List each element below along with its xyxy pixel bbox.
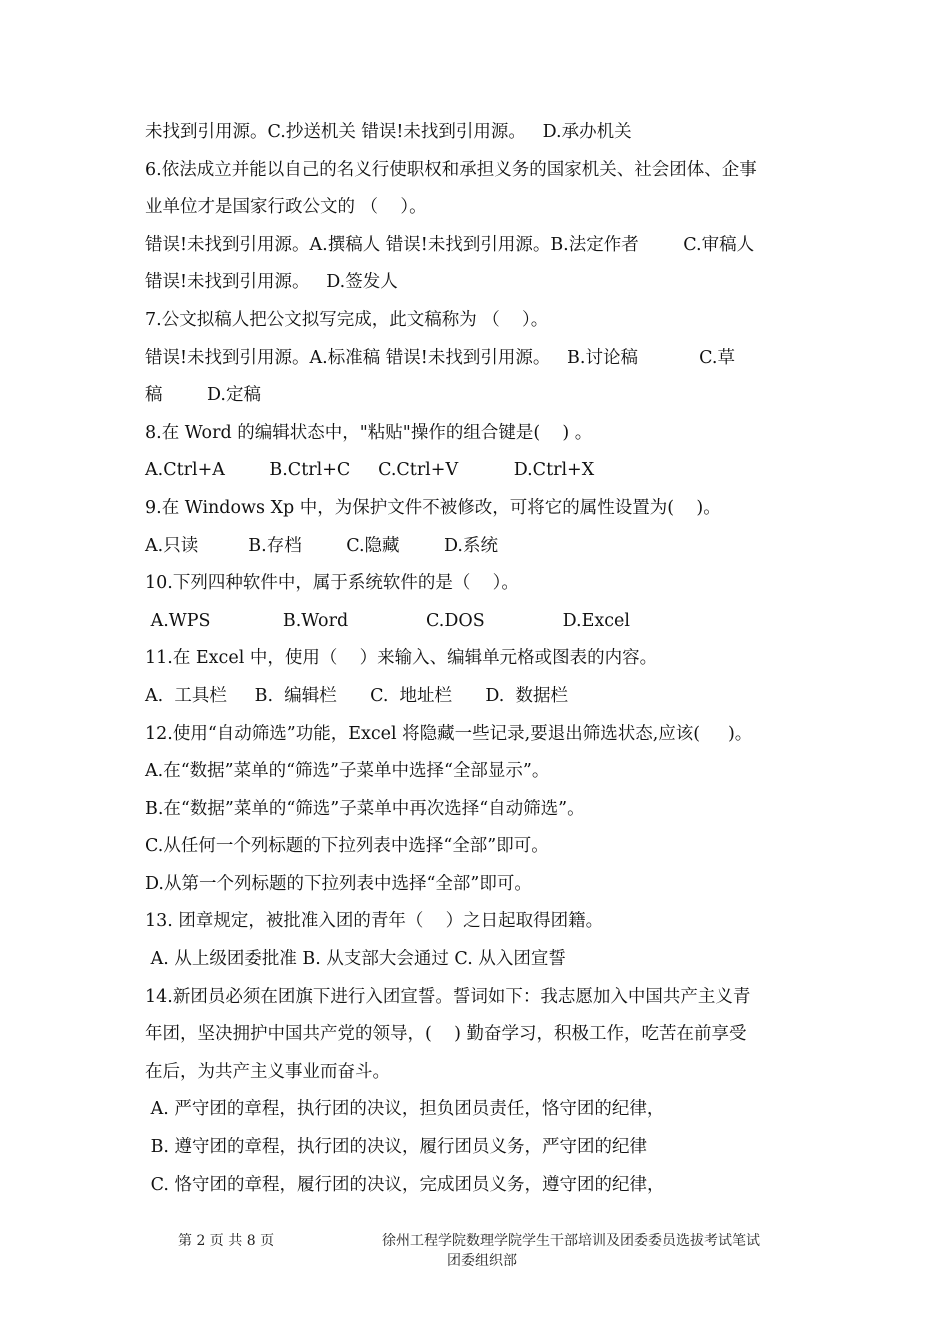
question-9: 9.在 Windows Xp 中，为保护文件不被修改，可将它的属性设置为( )。 (145, 497, 721, 518)
question-10: 10.下列四种软件中，属于系统软件的是（ ）。 (145, 573, 519, 594)
question-7: 7.公文拟稿人把公文拟写完成，此文稿称为 （ ）。 (145, 309, 549, 330)
options-line: 错误!未找到引用源。A.撰稿人 错误!未找到引用源。B.法定作者 C.审稿人 (145, 234, 755, 255)
options-line: A.WPS B.Word C.DOS D.Excel (145, 610, 630, 631)
question-8: 8.在 Word 的编辑状态中，"粘贴"操作的组合键是( ) 。 (145, 422, 593, 443)
document-body (145, 114, 815, 1204)
option-a: A.在“数据”菜单的“筛选”子菜单中选择“全部显示”。 (145, 761, 550, 782)
options-line: 错误!未找到引用源。A.标准稿 错误!未找到引用源。 B.讨论稿 C.草 (145, 347, 735, 368)
text-line: 年团，坚决拥护中国共产党的领导，( ) 勤奋学习，积极工作，吃苦在前享受 (145, 1024, 747, 1045)
option-c: C. 恪守团的章程，履行团的决议，完成团员义务，遵守团的纪律， (145, 1174, 665, 1195)
question-12: 12.使用“自动筛选”功能，Excel 将隐藏一些记录,要退出筛选状态,应该( )。 (145, 723, 753, 744)
page-number: 第 2 页 共 8 页 (178, 1233, 275, 1249)
options-line: 稿 D.定稿 (145, 385, 261, 406)
text-line: 未找到引用源。C.抄送机关 错误!未找到引用源。 D.承办机关 (145, 122, 632, 142)
question-11: 11.在 Excel 中，使用（ ）来输入、编辑单元格或图表的内容。 (145, 648, 658, 669)
page-footer (0, 1230, 950, 1290)
options-line: A. 工具栏 B. 编辑栏 C. 地址栏 D. 数据栏 (145, 685, 568, 706)
options-line: A. 从上级团委批准 B. 从支部大会通过 C. 从入团宣誓 (145, 949, 566, 970)
option-b: B. 遵守团的章程，执行团的决议，履行团员义务，严守团的纪律 (145, 1137, 648, 1158)
text-line: 在后，为共产主义事业而奋斗。 (145, 1061, 390, 1082)
question-6: 6.依法成立并能以自己的名义行使职权和承担义务的国家机关、社会团体、企事 (145, 159, 757, 180)
options-line: A.Ctrl+A B.Ctrl+C C.Ctrl+V D.Ctrl+X (145, 460, 595, 481)
option-a: A. 严守团的章程，执行团的决议，担负团员责任，恪守团的纪律， (145, 1099, 665, 1120)
option-c: C.从任何一个列标题的下拉列表中选择“全部”即可。 (145, 836, 549, 857)
text-line: 业单位才是国家行政公文的 （ ）。 (145, 197, 427, 218)
question-14: 14.新团员必须在团旗下进行入团宣誓。誓词如下：我志愿加入中国共产主义青 (145, 986, 751, 1007)
option-d: D.从第一个列标题的下拉列表中选择“全部”即可。 (145, 873, 532, 894)
footer-title: 徐州工程学院数理学院学生干部培训及团委委员选拔考试笔试 (382, 1233, 760, 1249)
question-13: 13. 团章规定，被批准入团的青年（ ）之日起取得团籍。 (145, 911, 604, 932)
footer-org: 团委组织部 (447, 1253, 517, 1269)
options-line: 错误!未找到引用源。 D.签发人 (145, 272, 398, 293)
options-line: A.只读 B.存档 C.隐藏 D.系统 (145, 535, 498, 556)
option-b: B.在“数据”菜单的“筛选”子菜单中再次选择“自动筛选”。 (145, 798, 585, 819)
